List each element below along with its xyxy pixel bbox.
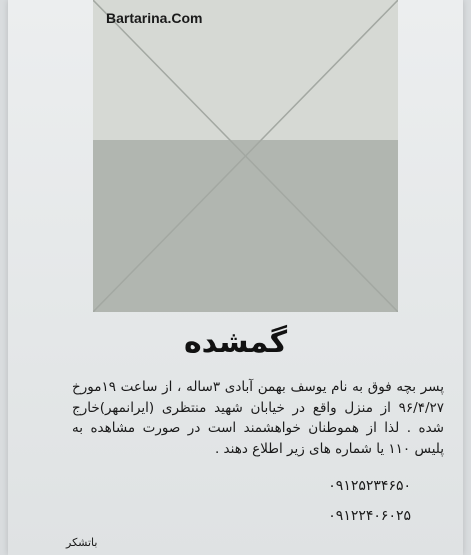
notice-sheet <box>8 0 463 555</box>
phone-number-1: ۰۹۱۲۵۲۳۴۶۵۰ <box>328 478 411 494</box>
photo-placeholder <box>93 0 398 312</box>
phone-number-2: ۰۹۱۲۲۴۰۶۰۲۵ <box>328 508 411 524</box>
watermark-text: Bartarina.Com <box>106 10 203 26</box>
notice-body: پسر بچه فوق به نام یوسف بهمن آبادی ۳ساله ، از ساعت ۱۹مورخ ۹۶/۴/۲۷ از منزل واقع در خیابان شهید منتظری (ایرانمهر)خارج شده . لذا از هموطنان خواهشمند است در صورت مشاهده به پلیس ۱۱۰ یا شماره های زیر اطلاع دهند . <box>72 379 444 457</box>
thanks-text: باتشکر <box>66 536 98 549</box>
notice-title: گمشده <box>183 325 288 360</box>
photo <box>93 0 398 312</box>
